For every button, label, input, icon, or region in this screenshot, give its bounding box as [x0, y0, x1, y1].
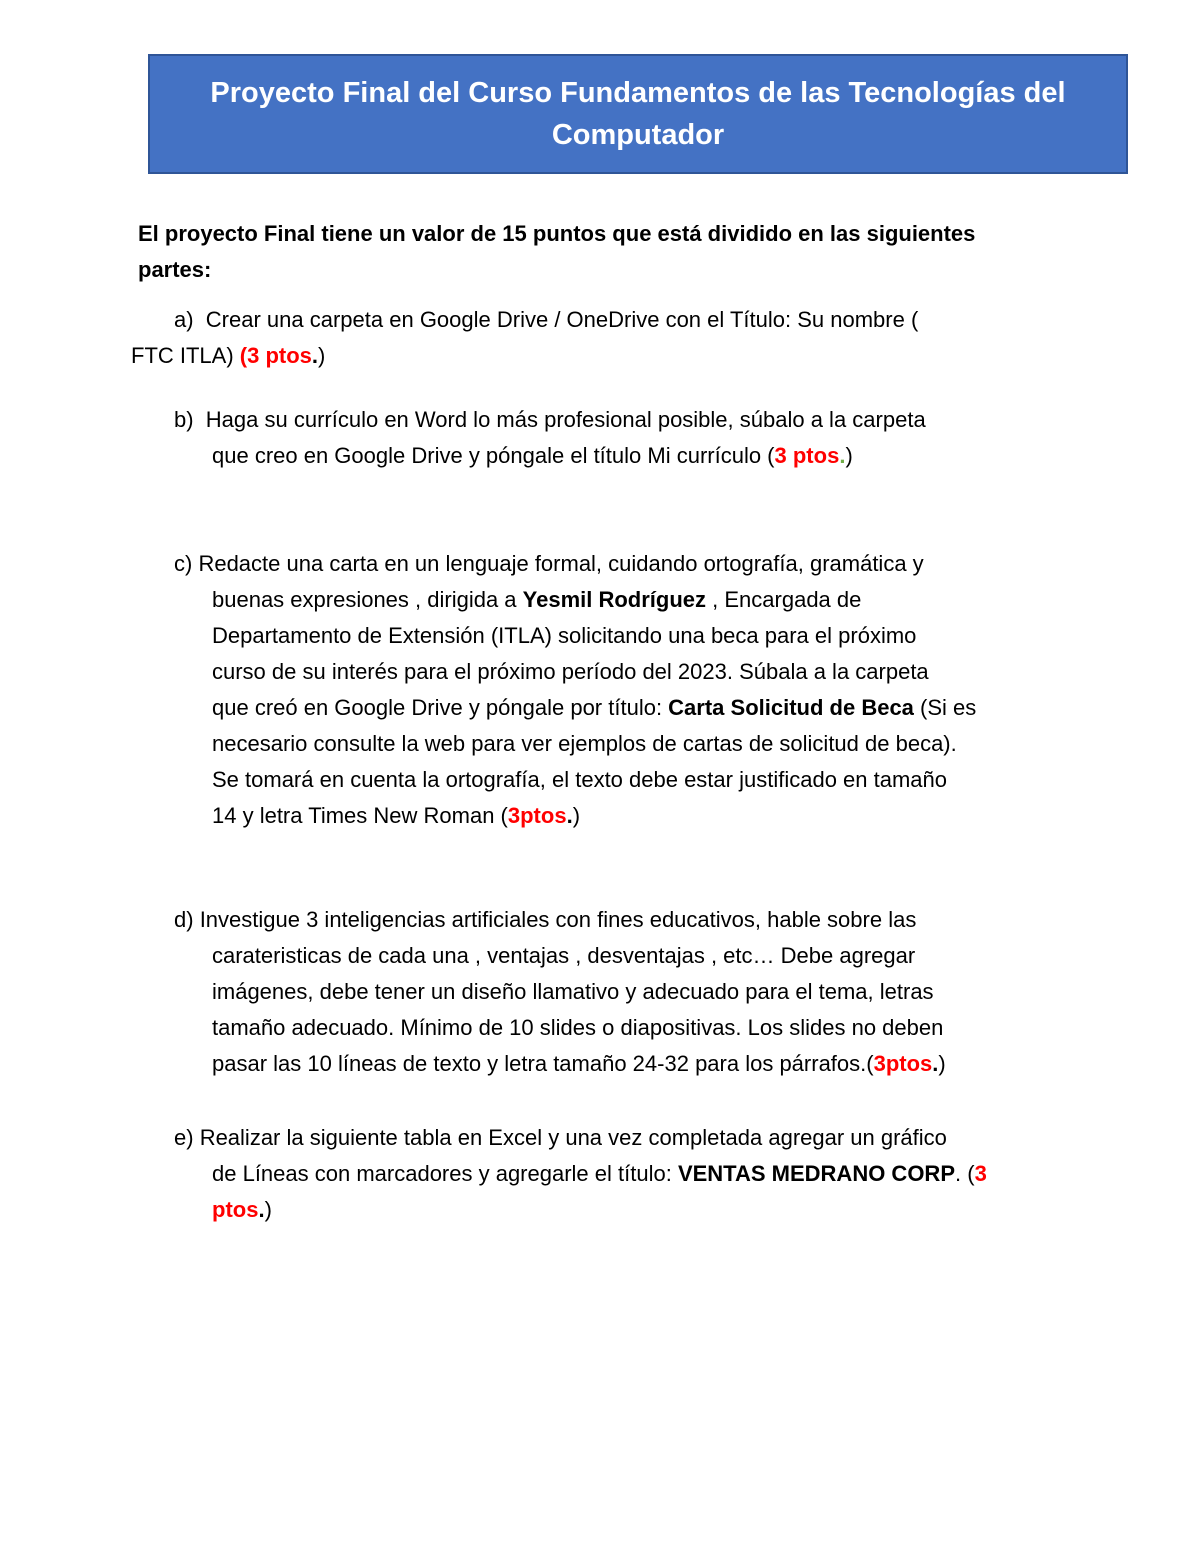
item-e-chart-title: VENTAS MEDRANO CORP	[677, 1161, 955, 1186]
item-e-line-1: Realizar la siguiente tabla en Excel y una vez completada agregar un gráfico	[199, 1125, 947, 1150]
item-c-line-2-post: , Encargada de	[706, 587, 862, 612]
item-c-line-8: 14 y letra Times New Roman (	[212, 803, 508, 828]
item-c-line-7: Se tomará en cuenta la ortografía, el texto debe estar justificado en tamaño	[212, 767, 948, 792]
item-c-points-dot: .	[566, 803, 573, 828]
item-b	[174, 402, 926, 474]
item-a-first-line	[174, 302, 918, 338]
item-b-paren-close: )	[845, 443, 853, 468]
item-a-second-line	[131, 338, 325, 374]
item-d-line-5: pasar las 10 líneas de texto y letra tamaño 24-32 para los párrafos.(	[212, 1051, 874, 1076]
item-d-line-2: carateristicas de cada una , ventajas , desventajas , etc… Debe agregar	[212, 943, 916, 968]
item-c-recipient: Yesmil Rodríguez	[522, 587, 707, 612]
item-c-line-6: necesario consulte la web para ver ejemplos de cartas de solicitud de beca).	[212, 731, 957, 756]
title-line-2: Computador	[551, 119, 725, 151]
item-c-marker: c)	[174, 551, 193, 576]
item-b-points: 3 ptos	[774, 443, 840, 468]
item-a-points: 3 ptos	[247, 343, 312, 368]
item-e-points-dot: .	[258, 1197, 265, 1222]
item-d-points-dot: .	[932, 1051, 939, 1076]
item-b-line-1: Haga su currículo en Word lo más profesional posible, súbalo a la carpeta	[205, 407, 926, 432]
item-d-line-3: imágenes, debe tener un diseño llamativo y adecuado para el tema, letras	[212, 979, 934, 1004]
item-d-line-1: Investigue 3 inteligencias artificiales con fines educativos, hable sobre las	[199, 907, 917, 932]
intro-line-1: El proyecto Final tiene un valor de 15 puntos que está dividido en las siguientes	[138, 221, 976, 246]
title-banner	[148, 54, 1128, 174]
item-e-points-word: ptos	[212, 1197, 259, 1222]
intro-paragraph	[138, 216, 975, 288]
title-line-1: Proyecto Final del Curso Fundamentos de las Tecnologías del	[210, 77, 1066, 109]
item-b-points-dot: .	[839, 443, 846, 468]
item-a-line-2: FTC ITLA)	[131, 343, 240, 368]
item-e-line-2-pre: de Líneas con marcadores y agregarle el título:	[212, 1161, 678, 1186]
item-e-marker: e)	[174, 1125, 194, 1150]
item-d-line-4: tamaño adecuado. Mínimo de 10 slides o diapositivas. Los slides no deben	[212, 1015, 944, 1040]
item-c-line-1: Redacte una carta en un lenguaje formal, cuidando ortografía, gramática y	[198, 551, 924, 576]
item-a-line-1: Crear una carpeta en Google Drive / OneDrive con el Título: Su nombre (	[205, 307, 919, 332]
intro-line-2: partes:	[138, 257, 212, 282]
item-c-line-5-pre: que creó en Google Drive y póngale por título:	[212, 695, 669, 720]
item-d	[174, 902, 946, 1082]
item-e-line-2-post: . (	[955, 1161, 975, 1186]
item-d-points: 3ptos	[873, 1051, 933, 1076]
item-a-points-dot: .	[311, 343, 319, 368]
item-d-paren-close: )	[938, 1051, 946, 1076]
item-a-paren-open: (	[239, 343, 248, 368]
item-c-points: 3ptos	[507, 803, 567, 828]
item-c-line-4: curso de su interés para el próximo período del 2023. Súbala a la carpeta	[212, 659, 929, 684]
item-c-line-3: Departamento de Extensión (ITLA) solicitando una beca para el próximo	[212, 623, 917, 648]
item-c	[174, 546, 976, 834]
item-a-marker: a)	[174, 307, 194, 332]
item-e	[174, 1120, 987, 1228]
item-c-letter-title: Carta Solicitud de Beca	[668, 695, 914, 720]
item-d-marker: d)	[174, 907, 194, 932]
item-b-marker: b)	[174, 407, 194, 432]
item-c-line-2-pre: buenas expresiones , dirigida a	[212, 587, 523, 612]
item-e-points-number: 3	[974, 1161, 987, 1186]
item-a-paren-close: )	[318, 343, 326, 368]
item-e-paren-close: )	[264, 1197, 272, 1222]
item-b-line-2: que creo en Google Drive y póngale el título Mi currículo (	[212, 443, 775, 468]
item-c-paren-close: )	[572, 803, 581, 828]
item-c-line-5-post: (Si es	[913, 695, 977, 720]
